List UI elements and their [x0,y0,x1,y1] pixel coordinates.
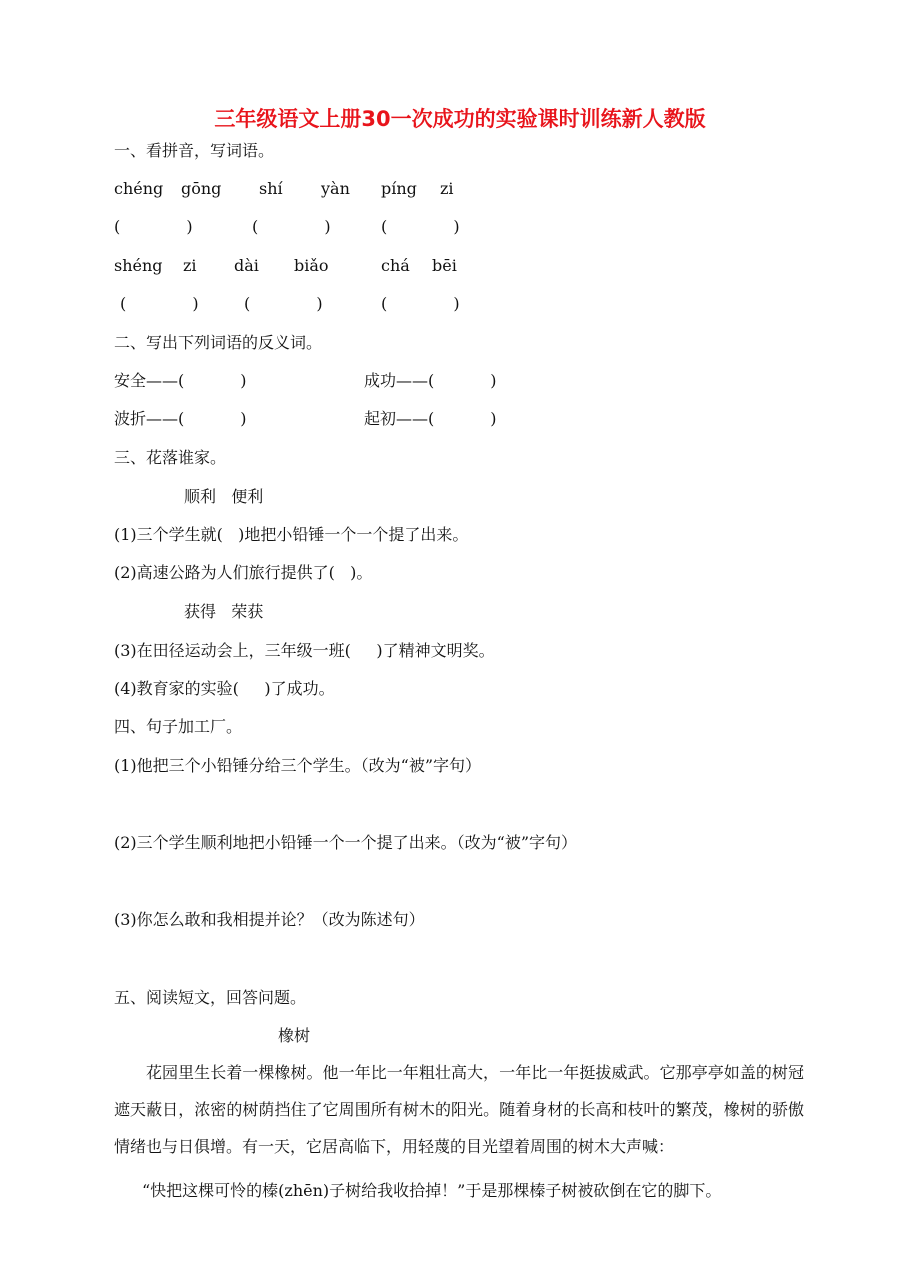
answer-blank[interactable]: ( ) [381,294,460,313]
antonym-item[interactable]: 波折——( ) [114,409,247,428]
section-4-heading: 四、句子加工厂。 [114,717,243,736]
sentence-question[interactable]: (3)你怎么敢和我相提并论？（改为陈述句） [114,910,425,929]
page-title: 三年级语文上册30一次成功的实验课时训练新人教版 [214,107,706,131]
pinyin: píng [381,179,417,198]
pinyin: chá [381,256,410,275]
answer-blank[interactable]: ( ) [114,217,193,236]
section-1-heading: 一、看拼音，写词语。 [114,141,275,160]
fill-question[interactable]: (1)三个学生就( )地把小铅锤一个一个提了出来。 [114,525,469,544]
story-paragraph: 花园里生长着一棵橡树。他一年比一年粗壮高大，一年比一年挺拔威武。它那亭亭如盖的树冠遮天蔽日，浓密的树荫挡住了它周围所有树木的阳光。随着身材的长高和枝叶的繁茂，橡树的骄傲情绪也与日俱增。有一天，它居高临下，用轻蔑的目光望着周围的树木大声喊： [114,1063,804,1156]
section-3-heading: 三、花落谁家。 [114,448,227,467]
sentence-question[interactable]: (2)三个学生顺利地把小铅锤一个一个提了出来。（改为“被”字句） [114,833,578,852]
pinyin: shí [259,179,283,198]
story-paragraph: “快把这棵可怜的榛(zhēn)子树给我收拾掉！”于是那棵榛子树被砍倒在它的脚下。 [142,1181,722,1200]
pinyin: zi [183,256,197,275]
word-choices: 顺利 便利 [184,487,264,506]
pinyin: zi [440,179,454,198]
pinyin: gōng [181,179,222,198]
section-2-heading: 二、写出下列词语的反义词。 [114,333,323,352]
antonym-item[interactable]: 成功——( ) [364,371,497,390]
sentence-question[interactable]: (1)他把三个小铅锤分给三个学生。（改为“被”字句） [114,756,482,775]
pinyin: chéng [114,179,164,198]
pinyin: dài [234,256,259,275]
pinyin: biǎo [294,256,329,275]
section-5-heading: 五、阅读短文，回答问题。 [114,988,307,1007]
antonym-item[interactable]: 起初——( ) [364,409,497,428]
pinyin: bēi [432,256,457,275]
word-choices: 获得 荣获 [184,602,264,621]
answer-blank[interactable]: ( ) [120,294,199,313]
pinyin: yàn [321,179,350,198]
story-title: 橡树 [278,1026,311,1045]
fill-question[interactable]: (2)高速公路为人们旅行提供了( )。 [114,563,373,582]
answer-blank[interactable]: ( ) [252,217,331,236]
fill-question[interactable]: (4)教育家的实验( )了成功。 [114,679,335,698]
antonym-item[interactable]: 安全——( ) [114,371,247,390]
answer-blank[interactable]: ( ) [381,217,460,236]
pinyin: shéng [114,256,163,275]
answer-blank[interactable]: ( ) [244,294,323,313]
fill-question[interactable]: (3)在田径运动会上，三年级一班( )了精神文明奖。 [114,641,495,660]
